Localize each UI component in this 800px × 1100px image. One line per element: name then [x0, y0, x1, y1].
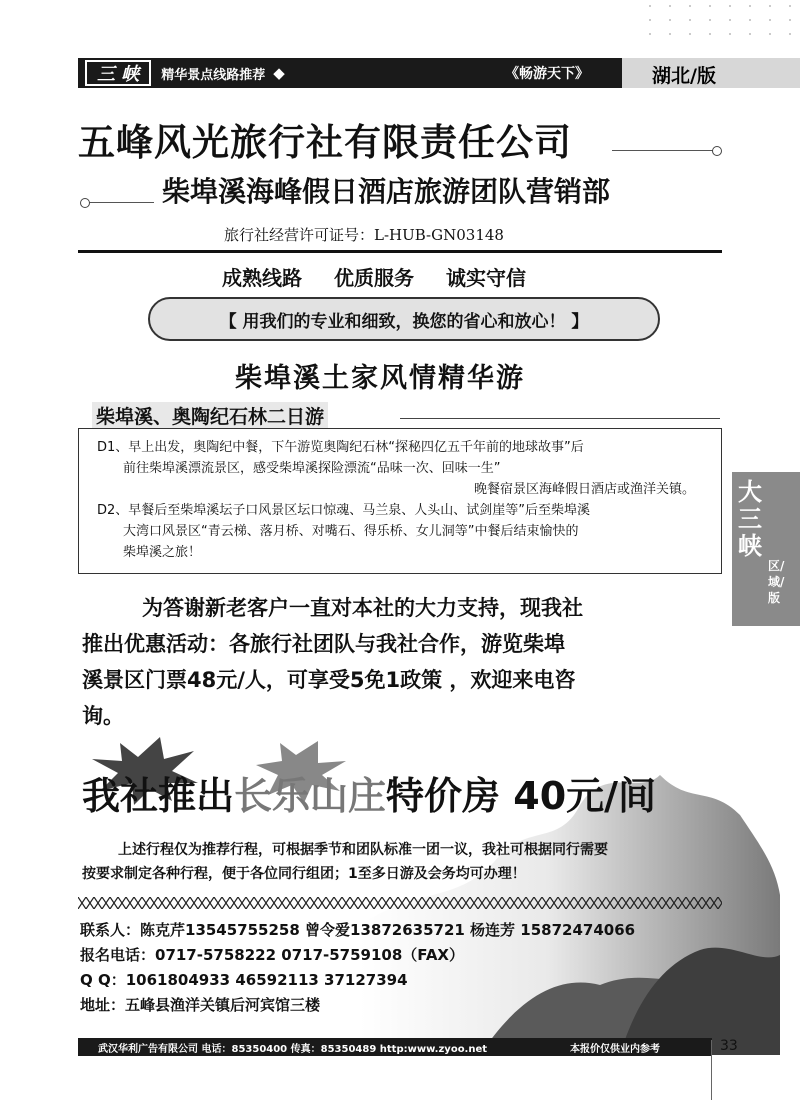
motto-item: 成熟线路 — [222, 266, 302, 290]
footer-publisher: 武汉华利广告有限公司 电话：85350400 传真：85350489 http:www.zyoo.net — [98, 1044, 488, 1055]
slogan-box: 【 用我们的专业和细致，换您的省心和放心！ 】 — [148, 297, 660, 341]
contact-phone: 报名电话：0717-5758222 0717-5759108（FAX） — [80, 946, 464, 964]
itinerary-line: D1、早上出发，奥陶纪中餐，下午游览奥陶纪石林“探秘四亿五千年前的地球故事”后 — [97, 440, 584, 455]
rule-end-dot — [80, 198, 90, 208]
diamond-icon: ◆ — [273, 64, 285, 82]
side-tab-subtitle: 区/域/版 — [768, 559, 785, 605]
promo-line: 溪景区门票48元/人，可享受5免1政策 ，欢迎来电咨 — [82, 668, 576, 692]
promo-line: 询。 — [82, 704, 124, 728]
motto-item: 优质服务 — [334, 266, 414, 290]
page-edge-line — [711, 1040, 712, 1100]
banner-highlight: 长乐山庄 — [234, 773, 387, 818]
notes-line: 上述行程仅为推荐行程，可根据季节和团队标准一团一议，我社可根据同行需要 — [118, 842, 608, 858]
route-rule — [400, 418, 720, 419]
itinerary-line: D2、早餐后至柴埠溪坛子口风景区坛口惊魂、马兰泉、人头山、试剑崖等”后至柴埠溪 — [97, 503, 591, 518]
motto-item: 诚实守信 — [446, 266, 526, 290]
contact-qq: Q Q：1061804933 46592113 37127394 — [80, 971, 408, 989]
notes — [82, 838, 732, 886]
motto — [222, 262, 526, 291]
title-rule-right — [612, 150, 714, 151]
rule-end-dot — [712, 146, 722, 156]
zigzag-divider — [78, 897, 722, 909]
header-left — [85, 60, 285, 86]
side-tab-title: 大三峡 — [738, 477, 762, 560]
company-name: 五峰风光旅行社有限责任公司 — [78, 121, 572, 164]
banner-suffix: 特价房 40元/间 — [386, 774, 657, 818]
notes-line: 按要求制定各种行程，便于各位同行组团；1至多日游及会务均可办理！ — [82, 866, 526, 882]
route-name: 柴埠溪、奥陶纪石林二日游 — [92, 402, 328, 429]
itinerary-line: 柴埠溪之旅！ — [123, 545, 202, 560]
license-number: 旅行社经营许可证号：L-HUB-GN03148 — [224, 226, 504, 244]
contacts — [80, 918, 635, 1018]
banner-prefix: 我社推出 — [82, 774, 235, 818]
promo-line: 推出优惠活动：各旅行社团队与我社合作，游览柴埠 — [82, 632, 565, 656]
special-offer-banner — [82, 765, 656, 820]
contact-people: 联系人：陈克芹13545755258 曾令爱13872635721 杨连芳 15872474066 — [80, 921, 636, 939]
itinerary-box — [78, 428, 722, 574]
region-edition: 湖北/版 — [652, 65, 716, 87]
tour-title: 柴埠溪土家风情精华游 — [235, 363, 525, 394]
itinerary-line: 晚餐宿景区海峰假日酒店或渔洋关镇。 — [473, 482, 695, 497]
header-tagline: 精华景点线路推荐 — [161, 67, 266, 83]
decorative-dots — [640, 0, 800, 50]
itinerary-line: 前往柴埠溪漂流景区，感受柴埠溪探险漂流“品味一次、回味一生” — [123, 461, 501, 476]
page-number: 33 — [720, 1038, 738, 1054]
promo-line: 为答谢新老客户一直对本社的大力支持，现我社 — [142, 596, 583, 620]
divider — [78, 250, 722, 253]
itinerary-line: 大湾口风景区“青云梯、落月桥、对嘴石、得乐桥、女儿洞等”中餐后结束愉快的 — [123, 524, 579, 539]
title-rule-left — [86, 202, 154, 203]
contact-address: 地址：五峰县渔洋关镇后河宾馆三楼 — [80, 996, 321, 1014]
column-title: 《畅游天下》 — [505, 66, 589, 82]
footer-disclaimer: 本报价仅供业内参考 — [570, 1044, 660, 1055]
department-name: 柴埠溪海峰假日酒店旅游团队营销部 — [162, 175, 611, 208]
brand-logo: 三 峡 — [85, 60, 151, 86]
promo-text — [82, 590, 712, 734]
